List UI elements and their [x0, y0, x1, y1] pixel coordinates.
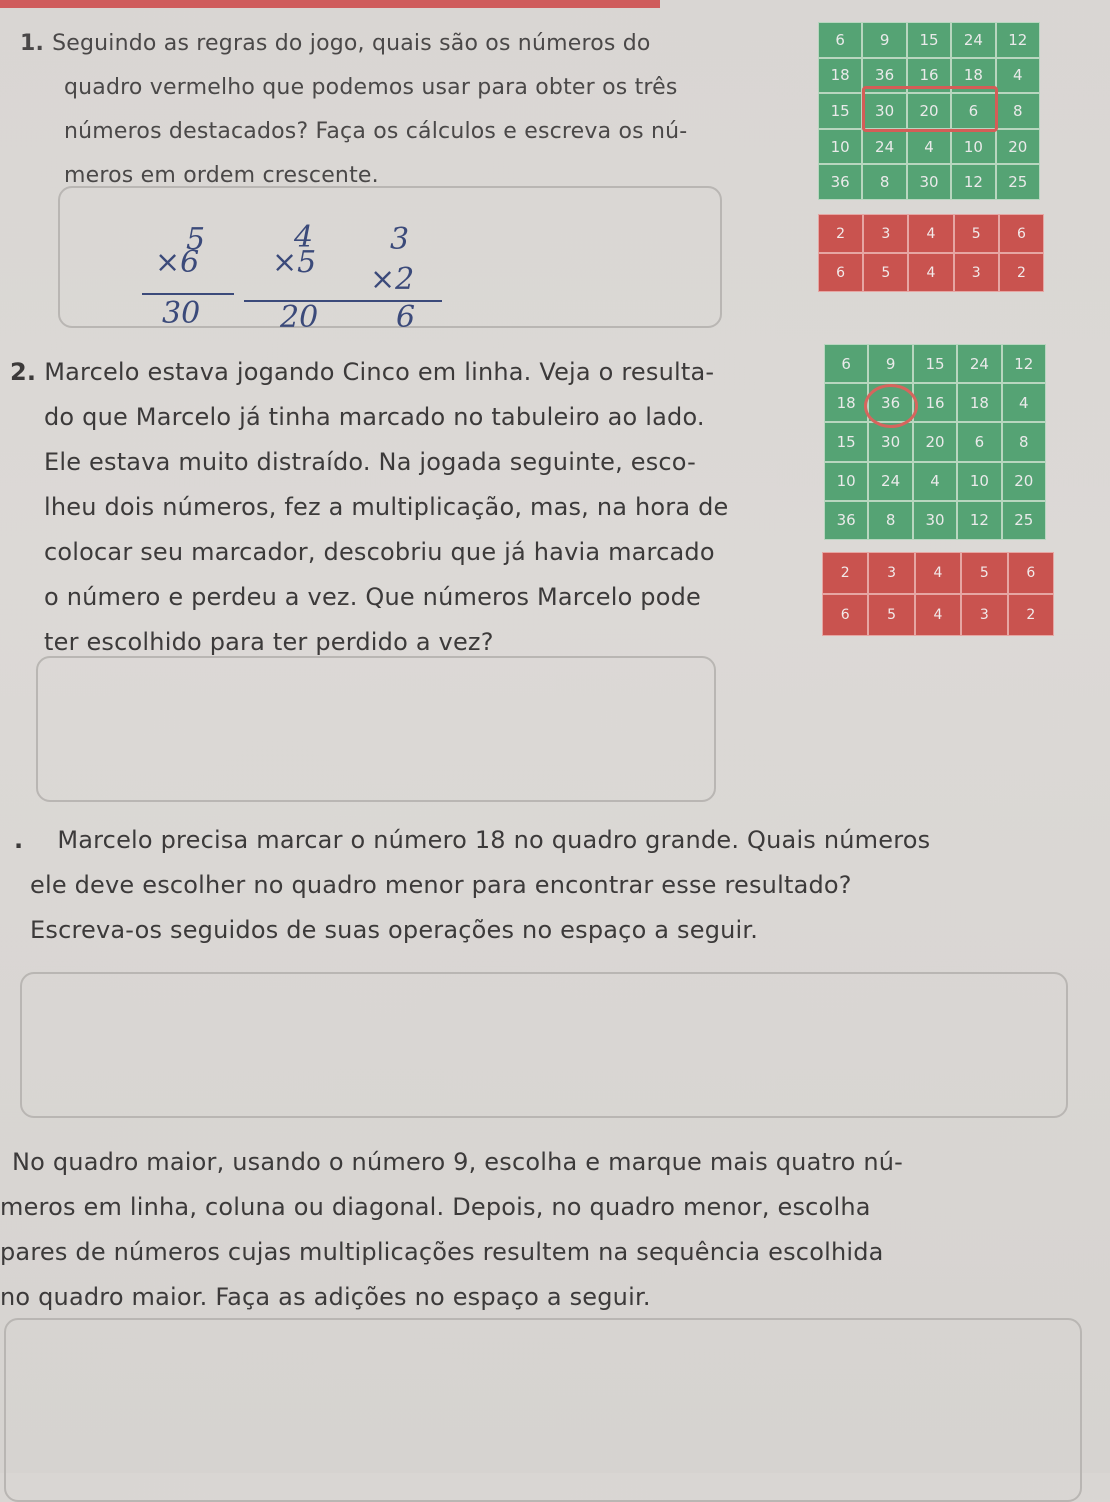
q3-bullet: . [14, 826, 24, 854]
small-cell-r1c2[interactable]: 4 [908, 253, 953, 292]
big-cell-r1c2[interactable]: 16 [907, 58, 951, 94]
q2-line-2: do que Marcelo já tinha marcado no tabuleiro ao lado. [44, 403, 705, 431]
big-cell-r1c2[interactable]: 16 [913, 383, 957, 422]
big-cell-r0c2[interactable]: 15 [913, 344, 957, 383]
highlight-box [862, 86, 998, 132]
small-cell-r0c2[interactable]: 4 [908, 214, 953, 253]
q3-line-1: Marcelo precisa marcar o número 18 no quadro grande. Quais números [57, 826, 931, 854]
big-cell-r1c0[interactable]: 18 [818, 58, 862, 94]
big-cell-r1c1[interactable]: 36 [868, 383, 912, 422]
big-cell-r3c1[interactable]: 24 [862, 129, 906, 165]
big-cell-r3c2[interactable]: 4 [913, 462, 957, 501]
big-cell-r4c0[interactable]: 36 [818, 164, 862, 200]
big-cell-r3c1[interactable]: 24 [868, 462, 912, 501]
small-board-2 [822, 552, 1054, 636]
q1-number: 1. [20, 31, 45, 56]
small-cell-r0c4[interactable]: 6 [1008, 552, 1054, 594]
big-cell-r0c2[interactable]: 15 [907, 22, 951, 58]
hand-calc3-top: 3 [390, 222, 410, 257]
q3-line-2: ele deve escolher no quadro menor para encontrar esse resultado? [30, 871, 852, 899]
big-cell-r2c2[interactable]: 20 [913, 422, 957, 461]
small-cell-r1c4[interactable]: 2 [999, 253, 1044, 292]
hand-calc2-mult: ×5 [272, 245, 317, 280]
small-cell-r0c1[interactable]: 3 [863, 214, 908, 253]
big-cell-r1c3[interactable]: 18 [951, 58, 995, 94]
big-cell-r1c0[interactable]: 18 [824, 383, 868, 422]
circle-mark-36 [864, 384, 918, 428]
hand-calc3-mult: ×2 [370, 262, 415, 297]
q1-text [20, 22, 687, 198]
q4-line-2: meros em linha, coluna ou diagonal. Depois, no quadro menor, escolha [0, 1193, 871, 1221]
small-cell-r1c3[interactable]: 3 [961, 594, 1007, 636]
big-cell-r4c0[interactable]: 36 [824, 501, 868, 540]
small-cell-r1c1[interactable]: 5 [863, 253, 908, 292]
big-cell-r4c1[interactable]: 8 [862, 164, 906, 200]
big-cell-r4c1[interactable]: 8 [868, 501, 912, 540]
q1-line-3: números destacados? Faça os cálculos e escreva os nú- [64, 119, 688, 144]
big-cell-r0c4[interactable]: 12 [996, 22, 1040, 58]
hand-calc1-top: 5 [186, 222, 206, 257]
big-cell-r4c3[interactable]: 12 [951, 164, 995, 200]
hand-calc1-result: 30 [162, 296, 201, 331]
big-cell-r0c0[interactable]: 6 [818, 22, 862, 58]
small-cell-r1c1[interactable]: 5 [868, 594, 914, 636]
top-red-bar [0, 0, 660, 8]
big-cell-r3c0[interactable]: 10 [824, 462, 868, 501]
q1-line-1: Seguindo as regras do jogo, quais são os números do [52, 31, 651, 56]
big-cell-r2c1[interactable]: 30 [868, 422, 912, 461]
hand-calc1-mult: ×6 [155, 245, 200, 280]
hand-calc2-result: 20 [280, 300, 319, 335]
big-cell-r3c2[interactable]: 4 [907, 129, 951, 165]
q2-line-6: o número e perdeu a vez. Que números Marcelo pode [44, 583, 702, 611]
big-cell-r0c3[interactable]: 24 [957, 344, 1001, 383]
hand-calc3-result: 6 [396, 300, 416, 335]
big-cell-r1c1[interactable]: 36 [862, 58, 906, 94]
small-cell-r0c4[interactable]: 6 [999, 214, 1044, 253]
q2-line-5: colocar seu marcador, descobriu que já havia marcado [44, 538, 715, 566]
big-cell-r1c4[interactable]: 4 [996, 58, 1040, 94]
small-cell-r0c3[interactable]: 5 [961, 552, 1007, 594]
big-cell-r3c4[interactable]: 20 [1002, 462, 1046, 501]
big-cell-r4c2[interactable]: 30 [913, 501, 957, 540]
big-cell-r2c1[interactable]: 30 [862, 93, 906, 129]
big-cell-r0c1[interactable]: 9 [868, 344, 912, 383]
big-cell-r3c0[interactable]: 10 [818, 129, 862, 165]
q1-line-2: quadro vermelho que podemos usar para obter os três [64, 75, 678, 100]
small-cell-r1c3[interactable]: 3 [954, 253, 999, 292]
small-cell-r1c2[interactable]: 4 [915, 594, 961, 636]
small-cell-r0c0[interactable]: 2 [818, 214, 863, 253]
q4-line-1: No quadro maior, usando o número 9, escolha e marque mais quatro nú- [12, 1148, 904, 1176]
big-cell-r0c3[interactable]: 24 [951, 22, 995, 58]
big-cell-r3c3[interactable]: 10 [957, 462, 1001, 501]
big-cell-r2c3[interactable]: 6 [951, 93, 995, 129]
big-cell-r4c3[interactable]: 12 [957, 501, 1001, 540]
big-cell-r0c0[interactable]: 6 [824, 344, 868, 383]
small-cell-r0c3[interactable]: 5 [954, 214, 999, 253]
q1-line-4: meros em ordem crescente. [64, 163, 379, 188]
big-cell-r4c4[interactable]: 25 [996, 164, 1040, 200]
q2-answer-box[interactable] [36, 656, 716, 802]
big-cell-r0c4[interactable]: 12 [1002, 344, 1046, 383]
q2-line-1: Marcelo estava jogando Cinco em linha. Veja o resulta- [44, 358, 715, 386]
small-cell-r1c4[interactable]: 2 [1008, 594, 1054, 636]
q2-line-4: lheu dois números, fez a multiplicação, mas, na hora de [44, 493, 729, 521]
big-cell-r4c2[interactable]: 30 [907, 164, 951, 200]
q4-text [0, 1140, 903, 1320]
q3-text [14, 818, 930, 953]
small-cell-r0c0[interactable]: 2 [822, 552, 868, 594]
hand-calc1-line [142, 293, 234, 295]
small-cell-r0c1[interactable]: 3 [868, 552, 914, 594]
big-cell-r3c3[interactable]: 10 [951, 129, 995, 165]
big-cell-r1c4[interactable]: 4 [1002, 383, 1046, 422]
q4-line-4: no quadro maior. Faça as adições no espaço a seguir. [0, 1283, 651, 1311]
big-cell-r2c0[interactable]: 15 [818, 93, 862, 129]
big-cell-r1c3[interactable]: 18 [957, 383, 1001, 422]
q2-line-3: Ele estava muito distraído. Na jogada seguinte, esco- [44, 448, 696, 476]
q4-answer-box[interactable] [4, 1318, 1082, 1502]
big-cell-r2c2[interactable]: 20 [907, 93, 951, 129]
q3-answer-box[interactable] [20, 972, 1068, 1118]
q2-line-7: ter escolhido para ter perdido a vez? [44, 628, 494, 656]
big-cell-r3c4[interactable]: 20 [996, 129, 1040, 165]
q2-text [10, 350, 728, 665]
q3-line-3: Escreva-os seguidos de suas operações no espaço a seguir. [30, 916, 759, 944]
big-cell-r2c4[interactable]: 8 [1002, 422, 1046, 461]
big-cell-r2c0[interactable]: 15 [824, 422, 868, 461]
big-cell-r0c1[interactable]: 9 [862, 22, 906, 58]
big-cell-r2c3[interactable]: 6 [957, 422, 1001, 461]
small-cell-r1c0[interactable]: 6 [818, 253, 863, 292]
big-board-2 [824, 344, 1046, 540]
q4-line-3: pares de números cujas multiplicações resultem na sequência escolhida [0, 1238, 884, 1266]
small-cell-r1c0[interactable]: 6 [822, 594, 868, 636]
small-board-1 [818, 214, 1044, 292]
big-cell-r4c4[interactable]: 25 [1002, 501, 1046, 540]
q2-number: 2. [10, 358, 37, 386]
small-cell-r0c2[interactable]: 4 [915, 552, 961, 594]
big-cell-r2c4[interactable]: 8 [996, 93, 1040, 129]
hand-calc2-top: 4 [294, 220, 314, 255]
